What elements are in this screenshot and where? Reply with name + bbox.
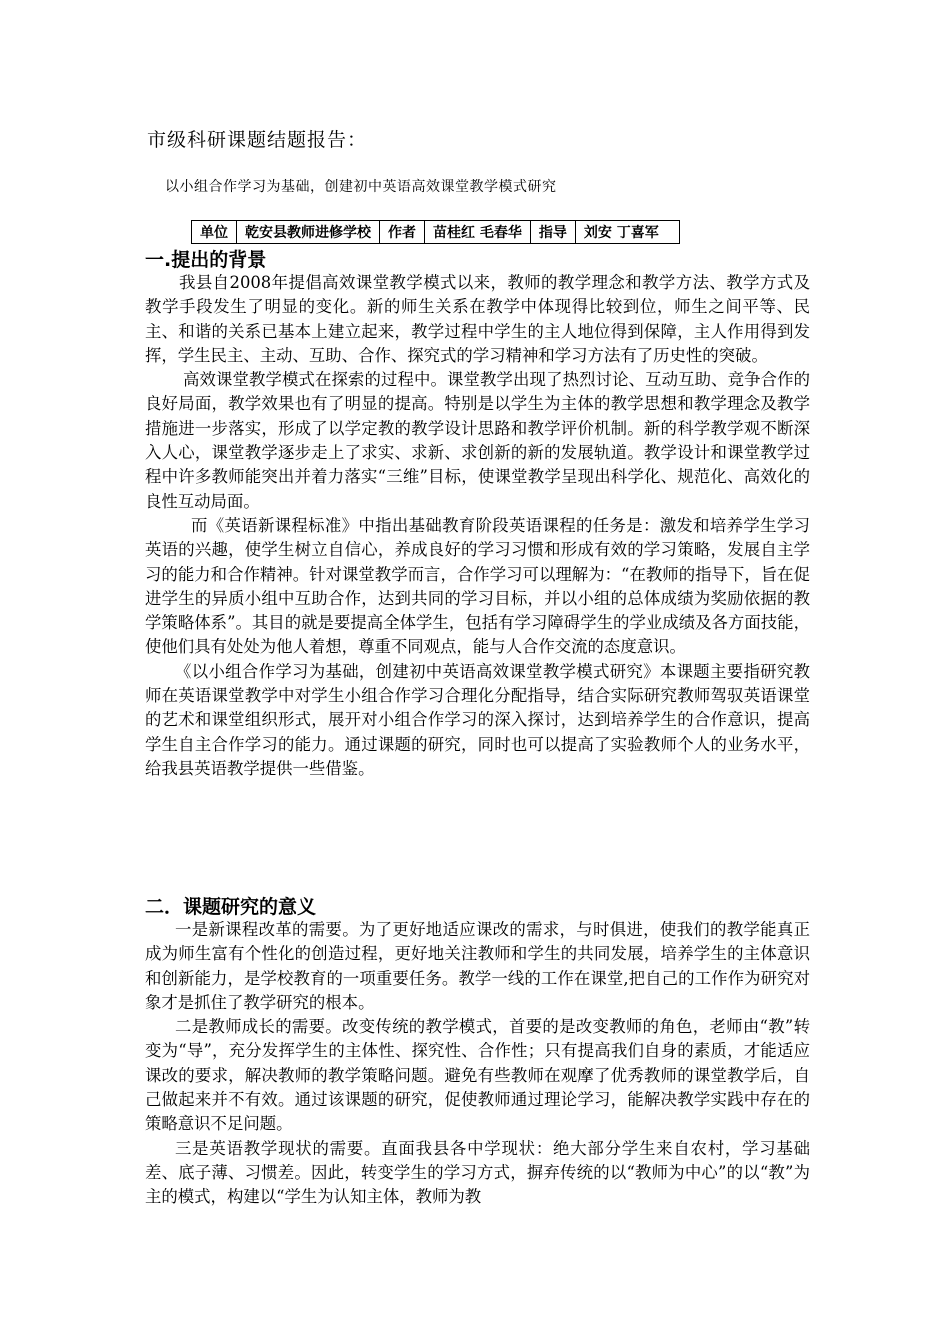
author-value: 苗桂红 毛春华: [425, 221, 531, 244]
guide-label: 指导: [530, 221, 575, 244]
section-1-heading: 一.提出的背景: [145, 249, 267, 271]
guide-value: 刘安 丁喜军: [575, 221, 679, 244]
author-label: 作者: [380, 221, 425, 244]
report-title: 市级科研课题结题报告：: [147, 129, 368, 151]
section-2-paragraph-3: 三是英语教学现状的需要。直面我县各中学现状：绝大部分学生来自农村，学习基础差、底子薄、习惯差。因此，转变学生的学习方式，摒弃传统的以“教师为中心”的以“教”为主的模式，构建以“学生为认知主体，教师为教: [145, 1138, 810, 1207]
section-2-paragraph-1: 一是新课程改革的需要。为了更好地适应课改的需求，与时俱进，使我们的教学能真正成为师生富有个性化的创造过程，更好地关注教师和学生的共同发展，培养学生的主体意识和创新能力，是学校教育的一项重要任务。教学一线的工作在课堂,把自己的工作作为研究对象才是抓住了教学研究的根本。: [145, 920, 810, 1012]
section-1-paragraph-2: 高效课堂教学模式在探索的过程中。课堂教学出现了热烈讨论、互动互助、竞争合作的良好局面，教学效果也有了明显的提高。特别是以学生为主体的教学思想和教学理念及教学措施进一步落实，形成了以学定教的教学设计思路和教学评价机制。新的科学教学观不断深入人心，课堂教学逐步走上了求实、求新、求创新的新的发展轨道。教学设计和课堂教学过程中许多教师能突出并着力落实“三维”目标，使课堂教学呈现出科学化、规范化、高效化的良性互动局面。: [145, 370, 810, 511]
section-1-body: [145, 271, 810, 781]
unit-label: 单位: [192, 221, 237, 244]
section-1-paragraph-4: 《以小组合作学习为基础，创建初中英语高效课堂教学模式研究》本课题主要指研究教师在英语课堂教学中对学生小组合作学习合理化分配指导，结合实际研究教师驾驭英语课堂的艺术和课堂组织形式，展开对小组合作学习的深入探讨，达到培养学生的合作意识，提高学生自主合作学习的能力。通过课题的研究，同时也可以提高了实验教师个人的业务水平，给我县英语教学提供一些借鉴。: [145, 661, 810, 778]
section-2-heading: 二．课题研究的意义: [145, 896, 317, 918]
section-2-body: [145, 918, 810, 1210]
section-1-paragraph-3: 而《英语新课程标准》中指出基础教育阶段英语课程的任务是：激发和培养学生学习英语的兴趣，使学生树立自信心，养成良好的学习习惯和形成有效的学习策略，发展自主学习的能力和合作精神。针对课堂教学而言，合作学习可以理解为：“在教师的指导下，旨在促进学生的异质小组中互助合作，达到共同的学习目标，并以小组的总体成绩为奖励依据的教学策略体系”。其目的就是要提高全体学生，包括有学习障碍学生的学业成绩及各方面技能，使他们具有处处为他人着想，尊重不同观点，能与人合作交流的态度意识。: [145, 515, 810, 657]
section-2-paragraph-2: 二是教师成长的需要。改变传统的教学模式，首要的是改变教师的角色，老师由“教”转变为“导”，充分发挥学生的主体性、探究性、合作性；只有提高我们自身的素质，才能适应课改的要求，解决教师的教学策略问题。避免有些教师在观摩了优秀教师的课堂教学后，自己做起来并不有效。通过该课题的研究，促使教师通过理论学习，能解决教学实践中存在的策略意识不足问题。: [145, 1017, 810, 1134]
info-table-row: [192, 221, 680, 244]
unit-value: 乾安县教师进修学校: [237, 221, 380, 244]
section-1-paragraph-1: 我县自2008年提倡高效课堂教学模式以来，教师的教学理念和教学方法、教学方式及教学手段发生了明显的变化。新的师生关系在教学中体现得比较到位，师生之间平等、民主、和谐的关系已基本上建立起来，教学过程中学生的主人地位得到保障，主人作用得到发挥，学生民主、主动、互助、合作、探究式的学习精神和学习方法有了历史性的突破。: [145, 273, 810, 365]
info-table: [191, 220, 680, 244]
report-subtitle: 以小组合作学习为基础，创建初中英语高效课堂教学模式研究: [165, 179, 557, 195]
